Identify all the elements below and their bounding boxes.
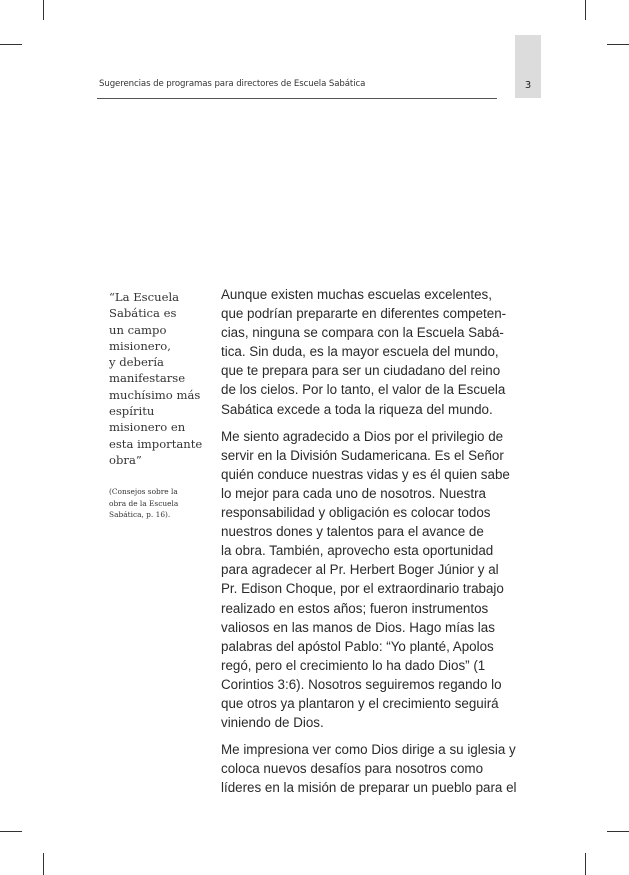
citation-line: Sabática, p. 16). [109,510,171,520]
citation-line: (Consejos sobre la [109,487,178,496]
page-number: 3 [524,80,532,91]
quote-line: Sabática es [109,306,177,321]
text-line: la obra. También, aprovecho esta oportunidad [221,543,494,559]
crop-mark-bottom-right-vertical [585,853,586,875]
quote-line: misionero, [109,338,171,353]
quote-line: “La Escuela [109,290,180,304]
text-line: que otros ya plantaron y el crecimiento seguirá [221,695,499,711]
text-line: realizado en estos años; fueron instrumentos [221,600,489,616]
text-line: palabras del apóstol Pablo: “Yo planté, Apolos [221,638,494,654]
text-line: para agradecer al Pr. Herbert Boger Júnior y al [221,562,499,578]
paragraph [221,427,521,733]
text-line: Me impresiona ver como Dios dirige a su iglesia y [221,742,516,758]
text-line: valiosos en las manos de Dios. Hago mías las [221,619,495,635]
quote-line: esta importante [109,436,203,451]
quote-line: y debería [109,355,164,370]
sidebar-quote [109,289,205,468]
text-line: cias, ninguna se compara con la Escuela Sabá- [221,325,504,341]
paragraph [221,285,521,419]
crop-mark-top-left-horizontal [0,44,22,45]
header-rule [97,98,497,99]
text-line: de los cielos. Por lo tanto, el valor de la Escuela [221,382,506,398]
crop-mark-top-left-vertical [43,0,44,20]
text-line: Pr. Edison Choque, por el extraordinario trabajo [221,581,504,597]
quote-line: espíritu [109,404,155,419]
text-line: Me siento agradecido a Dios por el privilegio de [221,428,504,444]
crop-mark-top-right-vertical [585,0,586,20]
quote-line: manifestarse [109,371,186,386]
text-line: servir en la División Sudamericana. Es el Señor [221,447,504,463]
text-line: responsabilidad y obligación es colocar todos [221,505,491,521]
text-line: lo mejor para cada uno de nosotros. Nuestra [221,485,486,501]
quote-line: misionero en [109,420,186,435]
running-header-title: Sugerencias de programas para directores de Escuela Sabática [99,79,366,89]
text-line: tica. Sin duda, es la mayor escuela del mundo, [221,344,499,360]
paragraph [221,740,521,797]
text-line: que te prepara para ser un ciudadano del reino [221,363,501,379]
text-line: quién conduce nuestras vidas y es él quien sabe [221,466,510,482]
body-text [221,285,521,805]
crop-mark-bottom-left-vertical [43,853,44,875]
quote-citation [109,486,205,521]
text-line: viniendo de Dios. [221,715,324,731]
crop-mark-bottom-right-horizontal [607,831,629,832]
quote-line: obra” [109,452,142,467]
text-line: líderes en la misión de preparar un pueblo para el [221,780,517,796]
text-line: nuestros dones y talentos para el avance de [221,524,484,540]
text-line: coloca nuevos desafíos para nosotros como [221,761,484,777]
text-line: regó, pero el crecimiento lo ha dado Dios” (1 [221,657,486,673]
text-line: Corintios 3:6). Nosotros seguiremos regando lo [221,676,502,692]
crop-mark-top-right-horizontal [607,44,629,45]
crop-mark-bottom-left-horizontal [0,831,22,832]
quote-line: muchísimo más [109,387,201,402]
text-line: Sabática excede a toda la riqueza del mundo. [221,401,493,417]
quote-line: un campo [109,322,167,337]
text-line: que podrían prepararte en diferentes competen- [221,306,507,322]
text-line: Aunque existen muchas escuelas excelentes, [221,287,492,302]
citation-line: obra de la Escuela [109,498,179,508]
